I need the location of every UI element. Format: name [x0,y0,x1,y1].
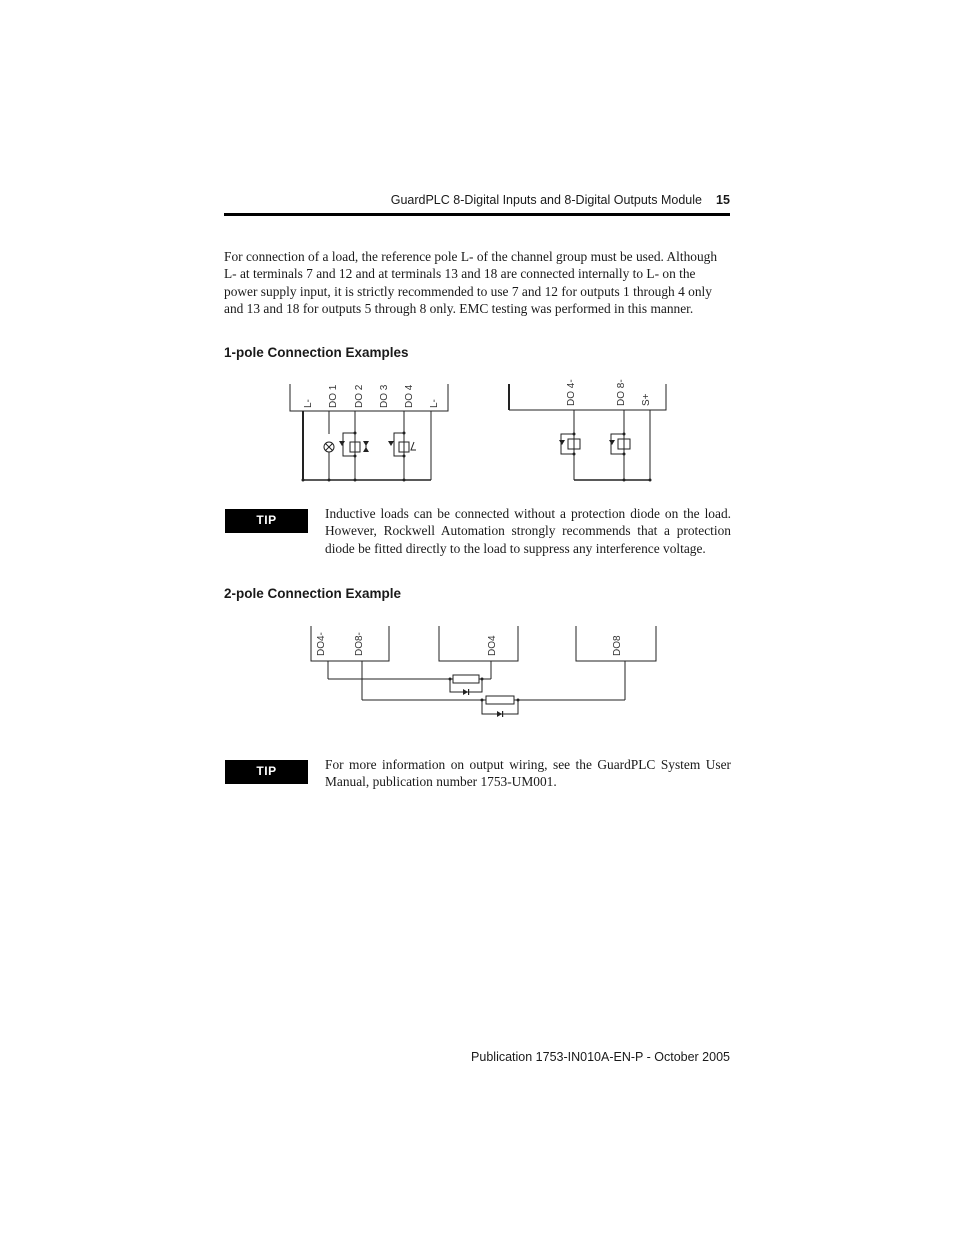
tip-badge: TIP [225,509,308,533]
terminal-label: S+ [641,393,652,406]
tip-text: For more information on output wiring, see the GuardPLC System User Manual, publication number 1753-UM001. [325,757,731,790]
two-pole-diagram [310,626,660,718]
one-pole-diagram-left [290,384,450,484]
terminal-label: DO 1 [328,384,339,408]
terminal-label: DO8 [612,635,623,656]
intro-paragraph: For connection of a load, the reference pole L- of the channel group must be used. Although L- at terminals 7 and 12 and at terminals 13 and 18 are connected internally to L- on the power supply input, it is strictly recommended to use 7 and 12 for outputs 1 through 4 only and 13 and 18 for outputs 5 through 8 only. EMC testing was performed in this manner. [224,249,718,316]
section-heading-1-pole: 1-pole Connection Examples [224,345,409,360]
terminal-label: DO4- [316,632,327,656]
terminal-label: DO 3 [379,384,390,408]
terminal-label: DO 2 [354,384,365,408]
terminal-label: DO 8- [616,379,627,406]
page-number: 15 [716,193,730,207]
tip-badge: TIP [225,760,308,784]
tip-text: Inductive loads can be connected without a protection diode on the load. However, Rockwell Automation strongly recommends that a protection diode be fitted directly to the load to suppress any interference voltage. [325,506,731,556]
terminal-label: L- [429,399,440,408]
terminal-label: DO 4- [566,379,577,406]
terminal-label: DO8- [354,632,365,656]
section-heading-2-pole: 2-pole Connection Example [224,586,402,601]
header-rule [224,213,730,216]
one-pole-diagram-right [507,379,669,484]
running-header-title: GuardPLC 8-Digital Inputs and 8-Digital Outputs Module [390,193,702,207]
publication-footer: Publication 1753-IN010A-EN-P - October 2005 [471,1050,730,1064]
terminal-label: DO4 [487,635,498,656]
terminal-label: L- [303,399,314,408]
terminal-label: DO 4 [404,384,415,408]
